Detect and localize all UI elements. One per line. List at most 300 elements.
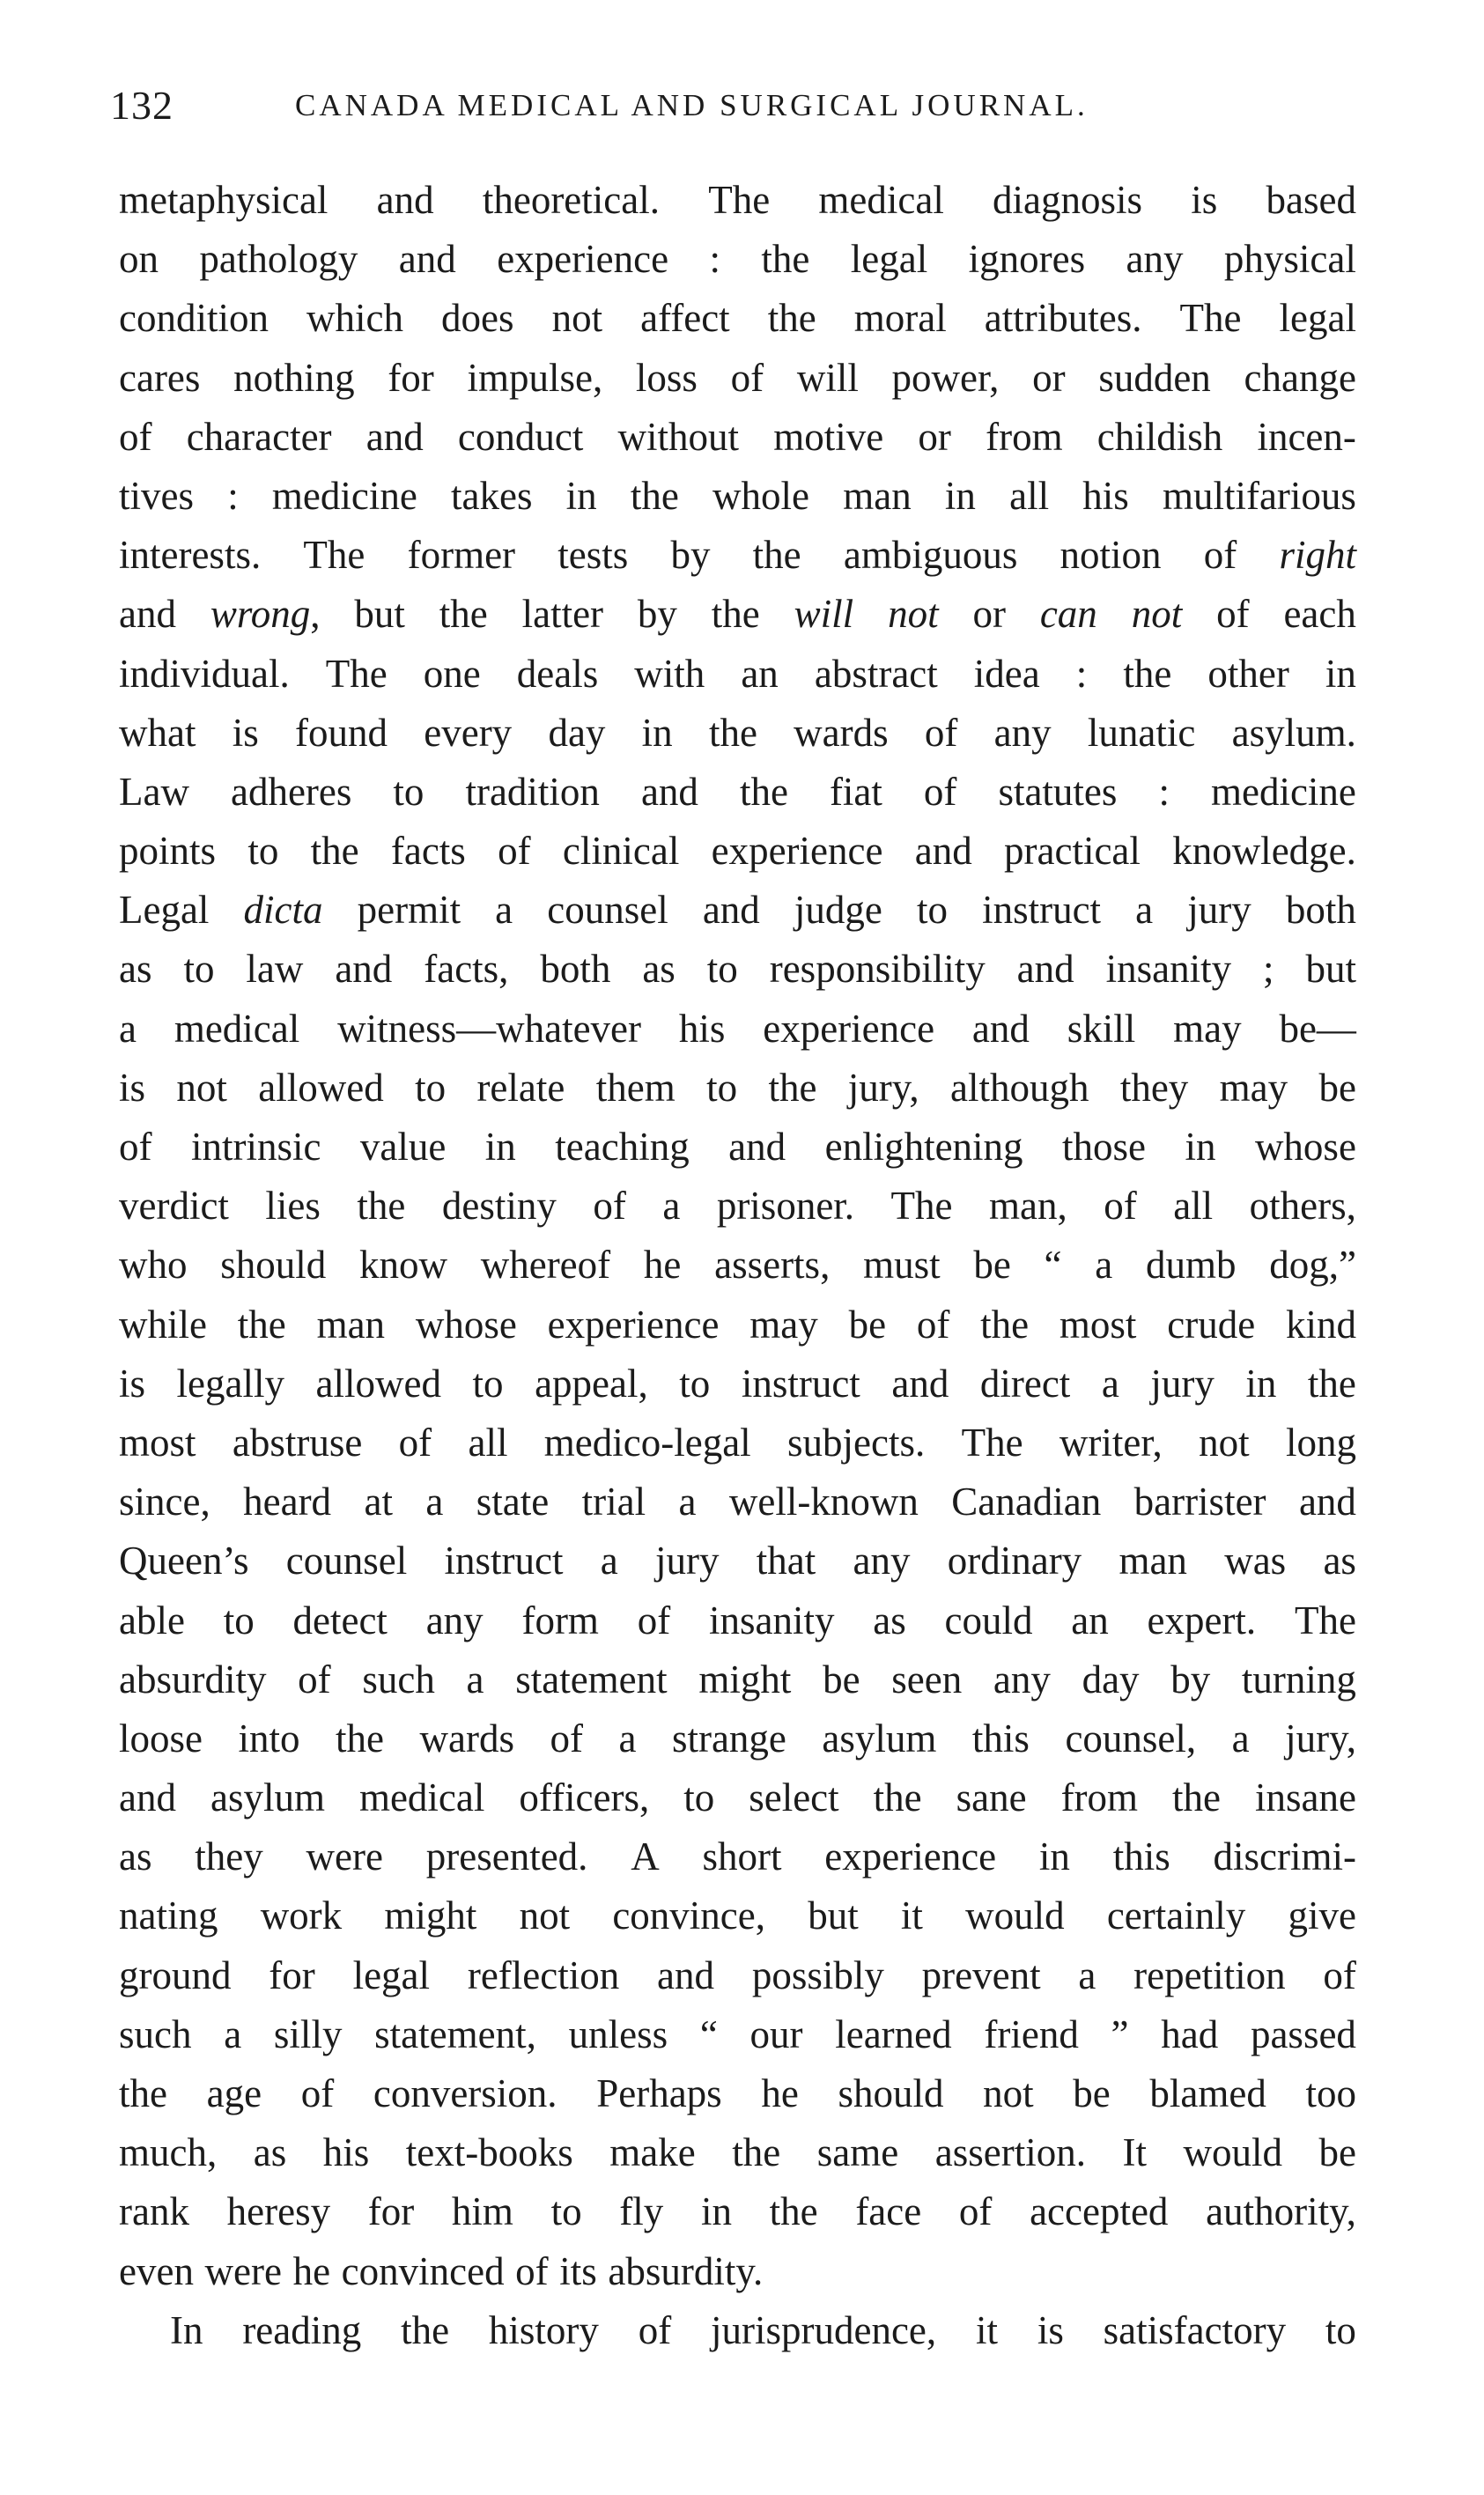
text-line xyxy=(119,1059,1356,1118)
body-text xyxy=(119,171,1356,2360)
word: value xyxy=(359,1125,447,1169)
word: abstract xyxy=(814,651,938,696)
word: idea xyxy=(973,651,1040,696)
word: in xyxy=(1325,651,1356,696)
word: the xyxy=(752,533,801,578)
word: In xyxy=(170,2307,203,2352)
word: responsibility xyxy=(769,947,986,992)
word: a xyxy=(1078,1952,1096,1997)
word: may xyxy=(749,1302,818,1347)
word: ignores xyxy=(968,237,1086,282)
word: former xyxy=(407,533,516,578)
word: were xyxy=(306,1834,383,1879)
word: or xyxy=(972,592,1006,637)
word: conversion. xyxy=(373,2071,557,2115)
word: man xyxy=(843,473,912,518)
word: or xyxy=(1032,355,1066,400)
word: history xyxy=(488,2307,599,2352)
word: the xyxy=(708,710,757,755)
word: reflection xyxy=(467,1952,620,1997)
word: not xyxy=(551,296,603,341)
word: by xyxy=(637,592,677,637)
word: : xyxy=(1158,769,1170,814)
word: and xyxy=(657,1952,715,1997)
word: is xyxy=(1191,178,1218,222)
word: the xyxy=(980,1302,1030,1347)
word: jury xyxy=(1187,888,1251,933)
word: Canadian xyxy=(951,1480,1102,1524)
word: would xyxy=(1183,2130,1282,2175)
word: is xyxy=(232,710,259,755)
word: incen- xyxy=(1257,414,1356,459)
text-line xyxy=(119,171,1356,230)
word: and xyxy=(914,829,972,874)
word: of xyxy=(119,414,152,459)
word: in xyxy=(565,473,597,518)
word: state xyxy=(476,1480,550,1524)
word: appeal, xyxy=(535,1361,648,1406)
word: tives xyxy=(119,473,194,518)
text-line xyxy=(119,2123,1356,2182)
word: legally xyxy=(176,1361,285,1406)
word: to xyxy=(472,1361,504,1406)
word: medical xyxy=(818,178,944,222)
word: the xyxy=(439,592,488,637)
word: metaphysical xyxy=(119,178,329,222)
word: the xyxy=(711,592,760,637)
word: asserts, xyxy=(714,1243,831,1288)
word: to xyxy=(223,1598,255,1642)
word: a xyxy=(618,1716,637,1761)
word: both xyxy=(540,947,611,992)
word: he xyxy=(761,2071,799,2115)
word: legal xyxy=(1279,296,1356,341)
word: to xyxy=(415,1065,447,1110)
word: in xyxy=(944,473,976,518)
word: both xyxy=(1285,888,1356,933)
word: crude xyxy=(1167,1302,1256,1347)
text-line xyxy=(119,2182,1356,2241)
word: power, xyxy=(891,355,1000,400)
word: other xyxy=(1207,651,1289,696)
word: expert. xyxy=(1147,1598,1257,1642)
word: but xyxy=(354,592,405,637)
text-line xyxy=(119,467,1356,526)
word: instruct xyxy=(741,1361,860,1406)
word: as xyxy=(119,1834,152,1879)
word: convinced xyxy=(341,2248,505,2293)
word: the xyxy=(768,1065,817,1110)
word: it xyxy=(975,2307,998,2352)
word: asylum. xyxy=(1231,710,1356,755)
word: fly xyxy=(619,2189,664,2234)
text-line xyxy=(119,2064,1356,2123)
word: long xyxy=(1285,1420,1356,1465)
word: not xyxy=(1131,592,1183,637)
word: adheres xyxy=(230,769,352,814)
word: experience xyxy=(547,1302,720,1347)
word: and xyxy=(335,947,393,992)
word: his xyxy=(678,1006,726,1051)
word: those xyxy=(1062,1125,1147,1169)
word: will xyxy=(794,592,854,637)
word: The xyxy=(1179,296,1242,341)
word: which xyxy=(306,296,403,341)
page-header xyxy=(110,75,1378,137)
word: medicine xyxy=(1210,769,1356,814)
word: a xyxy=(600,1539,618,1583)
text-line xyxy=(119,940,1356,999)
word: law xyxy=(246,947,304,992)
text-line xyxy=(119,704,1356,763)
text-line xyxy=(119,1768,1356,1827)
word: each xyxy=(1283,592,1356,637)
word: the xyxy=(769,2189,818,2234)
word: to xyxy=(550,2189,582,2234)
word: physical xyxy=(1223,237,1356,282)
word: and xyxy=(119,592,176,637)
word: allowed xyxy=(315,1361,441,1406)
word: with xyxy=(634,651,705,696)
word: since, xyxy=(119,1480,210,1524)
text-line xyxy=(119,289,1356,348)
word: wards xyxy=(794,710,889,755)
word: although xyxy=(949,1065,1089,1110)
word: jury xyxy=(1150,1361,1215,1406)
word: tradition xyxy=(465,769,600,814)
word: conduct xyxy=(457,414,584,459)
word: his xyxy=(1082,473,1129,518)
word: writer, xyxy=(1059,1420,1163,1465)
word: jury, xyxy=(1285,1716,1356,1761)
word: man, xyxy=(988,1184,1067,1229)
word: Law xyxy=(119,769,189,814)
word: to xyxy=(393,769,425,814)
word: in xyxy=(484,1125,516,1169)
word: : xyxy=(1075,651,1088,696)
word: heresy xyxy=(226,2189,331,2234)
word: jury, xyxy=(847,1065,919,1110)
word: the xyxy=(357,1184,406,1229)
word: seen xyxy=(891,1657,963,1701)
word: : xyxy=(709,237,720,282)
text-line xyxy=(119,1118,1356,1177)
word: any xyxy=(1126,237,1184,282)
word: condition xyxy=(119,296,269,341)
word: whole xyxy=(712,473,810,518)
word: most xyxy=(1059,1302,1137,1347)
word: for xyxy=(269,1952,315,1997)
word: in xyxy=(641,710,673,755)
word: and xyxy=(376,178,434,222)
word: character xyxy=(186,414,332,459)
word: most xyxy=(119,1420,196,1465)
word: this xyxy=(971,1716,1030,1761)
word: be xyxy=(1318,2130,1356,2175)
word: of xyxy=(398,1420,432,1465)
word: by xyxy=(670,533,711,578)
word: prevent xyxy=(921,1952,1041,1997)
word: who xyxy=(119,1243,188,1288)
word: fiat xyxy=(829,769,882,814)
word: jury xyxy=(654,1539,720,1583)
text-line xyxy=(119,1946,1356,2005)
word: childish xyxy=(1096,414,1223,459)
text-line xyxy=(119,1295,1356,1355)
word: and xyxy=(971,1006,1030,1051)
word: were xyxy=(204,2248,282,2293)
word: a xyxy=(119,1006,137,1051)
word: the xyxy=(336,1716,384,1761)
word: into xyxy=(238,1716,300,1761)
word: sane xyxy=(956,1775,1027,1820)
word: “ xyxy=(1044,1243,1062,1288)
word: prisoner. xyxy=(716,1184,855,1229)
word: at xyxy=(364,1480,393,1524)
word: of xyxy=(916,1302,950,1347)
word: any xyxy=(993,1657,1051,1701)
word: his xyxy=(322,2130,370,2175)
word: of xyxy=(1216,592,1250,637)
text-line xyxy=(119,1827,1356,1886)
running-head: CANADA MEDICAL AND SURGICAL JOURNAL. xyxy=(295,88,1089,122)
word: loose xyxy=(119,1716,203,1761)
word: would xyxy=(965,1893,1065,1938)
word: the xyxy=(1123,651,1172,696)
word: the xyxy=(873,1775,922,1820)
word: notion xyxy=(1059,533,1162,578)
word: while xyxy=(119,1302,207,1347)
word: a xyxy=(224,2012,242,2056)
word: judge xyxy=(794,888,882,933)
word: will xyxy=(796,355,859,400)
word: direct xyxy=(979,1361,1071,1406)
word: and xyxy=(640,769,698,814)
word: must xyxy=(863,1243,941,1288)
word: of xyxy=(1203,533,1237,578)
word: : xyxy=(227,473,239,518)
word: all xyxy=(1009,473,1050,518)
word: change xyxy=(1244,355,1356,400)
word: as xyxy=(253,2130,287,2175)
word: even xyxy=(119,2248,194,2293)
text-line xyxy=(119,1886,1356,1945)
word: of xyxy=(637,1598,671,1642)
word: know xyxy=(358,1243,447,1288)
word: much, xyxy=(119,2130,218,2175)
word: of xyxy=(298,1657,331,1701)
word: It xyxy=(1122,2130,1147,2175)
word: in xyxy=(1038,1834,1070,1879)
text-line xyxy=(119,1177,1356,1236)
word: wards xyxy=(419,1716,514,1761)
word: a xyxy=(1135,888,1154,933)
word: the xyxy=(732,2130,781,2175)
text-line xyxy=(119,230,1356,289)
word: to xyxy=(679,1361,711,1406)
word: satisfactory xyxy=(1103,2307,1287,2352)
word: in xyxy=(1245,1361,1277,1406)
word: and xyxy=(1016,947,1074,992)
word: lunatic xyxy=(1087,710,1196,755)
word: is xyxy=(1037,2307,1064,2352)
word: that xyxy=(756,1539,816,1583)
word: from xyxy=(986,414,1063,459)
word: of xyxy=(923,769,957,814)
word: be xyxy=(973,1243,1011,1288)
word: teaching xyxy=(555,1125,690,1169)
word: destiny xyxy=(441,1184,557,1229)
word: ordinary xyxy=(947,1539,1082,1583)
word: its xyxy=(559,2248,597,2293)
word: but xyxy=(808,1893,859,1938)
word: practical xyxy=(1004,829,1141,874)
word: The xyxy=(890,1184,953,1229)
word: skill xyxy=(1067,1006,1136,1051)
word: had xyxy=(1161,2012,1219,2056)
word: Queen’s xyxy=(119,1539,249,1583)
word: a xyxy=(425,1480,444,1524)
word: for xyxy=(367,2189,415,2234)
word: a xyxy=(466,1657,484,1701)
word: The xyxy=(303,533,365,578)
word: was xyxy=(1224,1539,1287,1583)
word: instruct xyxy=(982,888,1102,933)
word: day xyxy=(548,710,606,755)
word: can xyxy=(1039,592,1097,637)
word: nothing xyxy=(233,355,355,400)
word: of xyxy=(515,2248,549,2293)
word: verdict xyxy=(119,1184,229,1229)
word: The xyxy=(961,1420,1023,1465)
word: and xyxy=(1298,1480,1356,1524)
word: be xyxy=(1318,1065,1356,1110)
text-line xyxy=(119,1591,1356,1650)
word: sudden xyxy=(1098,355,1211,400)
word: nating xyxy=(119,1893,218,1938)
word: experience xyxy=(497,237,669,282)
word: insanity xyxy=(708,1598,835,1642)
word: knowledge. xyxy=(1172,829,1356,874)
text-line xyxy=(119,1355,1356,1414)
word: discrimi- xyxy=(1213,1834,1356,1879)
text-line xyxy=(119,349,1356,408)
word: assertion. xyxy=(934,2130,1086,2175)
word: not xyxy=(176,1065,227,1110)
word: of xyxy=(924,710,958,755)
word: same xyxy=(816,2130,899,2175)
word: of xyxy=(638,2307,672,2352)
word: asylum xyxy=(210,1775,325,1820)
word: be— xyxy=(1279,1006,1356,1051)
word: to xyxy=(683,1775,715,1820)
word: to xyxy=(916,888,948,933)
word: absurdity. xyxy=(608,2248,764,2293)
word: not xyxy=(983,2071,1034,2115)
word: moral xyxy=(853,296,947,341)
word: detect xyxy=(292,1598,388,1642)
word: ” xyxy=(1111,2012,1129,2056)
word: insane xyxy=(1255,1775,1356,1820)
word: select xyxy=(749,1775,839,1820)
word: rank xyxy=(119,2189,189,2234)
word: strange xyxy=(671,1716,786,1761)
word: this xyxy=(1112,1834,1170,1879)
word: interests. xyxy=(119,533,262,578)
word: facts, xyxy=(424,947,509,992)
word: found xyxy=(295,710,388,755)
word: unless xyxy=(568,2012,668,2056)
word: medico-legal xyxy=(543,1420,751,1465)
word: loss xyxy=(635,355,698,400)
word: officers, xyxy=(519,1775,650,1820)
word: of xyxy=(119,1125,152,1169)
word: any xyxy=(425,1598,484,1642)
word: learned xyxy=(835,2012,952,2056)
word: to xyxy=(247,829,279,874)
word: relate xyxy=(476,1065,565,1110)
word: from xyxy=(1060,1775,1139,1820)
word: too xyxy=(1305,2071,1356,2115)
word: dumb xyxy=(1145,1243,1237,1288)
word: wrong, xyxy=(210,592,321,637)
word: short xyxy=(702,1834,782,1879)
word: him xyxy=(451,2189,513,2234)
word: as xyxy=(642,947,676,992)
word: of xyxy=(498,829,531,874)
word: is xyxy=(119,1065,146,1110)
word: medicine xyxy=(271,473,417,518)
text-line xyxy=(119,1414,1356,1473)
word: barrister xyxy=(1133,1480,1266,1524)
word: in xyxy=(1185,1125,1216,1169)
word: or xyxy=(918,414,951,459)
word: clinical xyxy=(562,829,680,874)
word: instruct xyxy=(444,1539,564,1583)
word: of xyxy=(550,1716,583,1761)
word: a xyxy=(1231,1716,1250,1761)
word: as xyxy=(873,1598,906,1642)
word: presented. xyxy=(425,1834,588,1879)
word: make xyxy=(609,2130,696,2175)
word: in xyxy=(700,2189,732,2234)
word: deals xyxy=(516,651,599,696)
word: day xyxy=(1082,1657,1140,1701)
word: A xyxy=(631,1834,660,1879)
word: not xyxy=(888,592,939,637)
word: permit xyxy=(357,888,461,933)
word: of xyxy=(1323,1952,1356,1997)
word: heard xyxy=(243,1480,332,1524)
word: allowed xyxy=(258,1065,384,1110)
word: possibly xyxy=(751,1952,884,1997)
word: the xyxy=(739,769,788,814)
word: them xyxy=(595,1065,676,1110)
word: he xyxy=(643,1243,682,1288)
text-line xyxy=(119,1709,1356,1768)
word: any xyxy=(853,1539,911,1583)
word: trial xyxy=(581,1480,646,1524)
word: passed xyxy=(1250,2012,1356,2056)
word: an xyxy=(741,651,779,696)
word: to xyxy=(706,1065,738,1110)
word: Legal xyxy=(119,888,210,933)
word: such xyxy=(362,1657,435,1701)
word: without xyxy=(617,414,740,459)
word: to xyxy=(183,947,215,992)
word: legal xyxy=(850,237,928,282)
word: a xyxy=(495,888,513,933)
